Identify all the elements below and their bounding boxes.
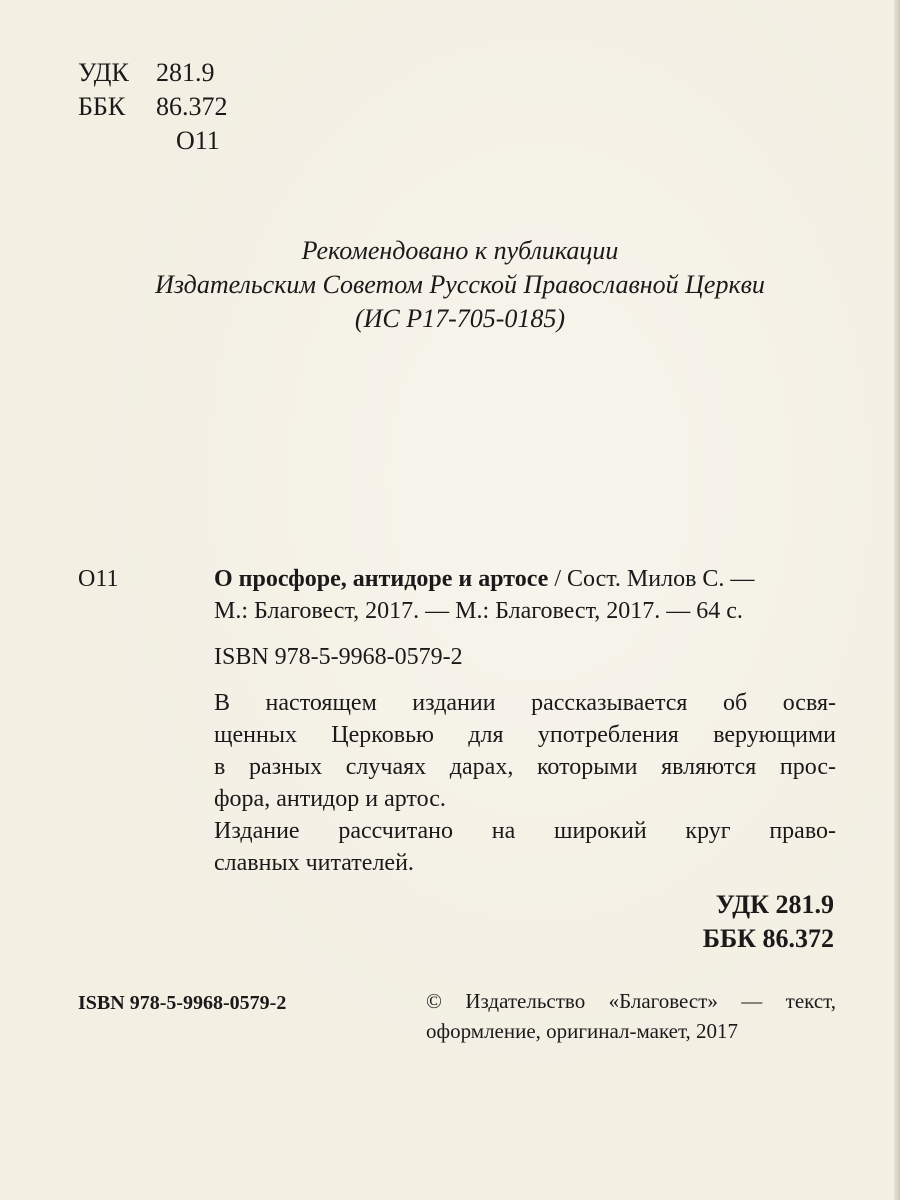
footer-isbn: ISBN 978-5-9968-0579-2 <box>78 992 287 1014</box>
compiler: / Сост. Милов С. — <box>548 566 755 592</box>
bbk-value: 86.372 <box>156 92 228 121</box>
author-mark-row <box>78 124 228 158</box>
publisher-line: М.: Благовест, 2017. — М.: Благовест, 2017. — 64 с. <box>214 598 743 624</box>
udk-value: 281.9 <box>156 58 215 87</box>
entry-body <box>214 563 836 879</box>
entry-title-line <box>214 563 836 595</box>
approval-note <box>60 234 860 336</box>
description-line: В настоящем издании рассказывается об освя- <box>214 690 836 716</box>
page-edge <box>894 0 900 1200</box>
header-codes <box>78 56 228 158</box>
copyright-line-2: оформление, оригинал-макет, 2017 <box>426 1019 739 1043</box>
bbk-code: ББК 86.372 <box>702 924 834 953</box>
approval-line-3: (ИС Р17-705-0185) <box>354 304 566 333</box>
description-line: фора, антидор и артос. <box>214 786 446 812</box>
description-line: в разных случаях дарах, которыми являются прос- <box>214 754 836 780</box>
entry-isbn: ISBN 978-5-9968-0579-2 <box>214 644 463 670</box>
bbk-label: ББК <box>78 92 126 121</box>
audience-line: Издание рассчитано на широкий круг право- <box>214 818 836 844</box>
book-title: О просфоре, антидоре и артосе <box>214 566 549 592</box>
audience-line: славных читателей. <box>214 850 414 876</box>
description-line: щенных Церковью для употребления верующими <box>214 722 836 748</box>
approval-line-2: Издательским Советом Русской Православной Церкви <box>155 270 765 299</box>
author-mark: О11 <box>176 126 220 155</box>
udk-row <box>78 56 228 90</box>
udk-code: УДК 281.9 <box>715 890 834 919</box>
udk-label: УДК <box>78 58 129 87</box>
description <box>214 687 836 879</box>
approval-line-1: Рекомендовано к публикации <box>301 236 619 265</box>
classification <box>703 888 834 956</box>
bbk-row <box>78 90 228 124</box>
entry-code: О11 <box>78 566 119 592</box>
copyright <box>426 986 836 1046</box>
copyright-line-1: © Издательство «Благовест» — текст, <box>426 989 836 1013</box>
